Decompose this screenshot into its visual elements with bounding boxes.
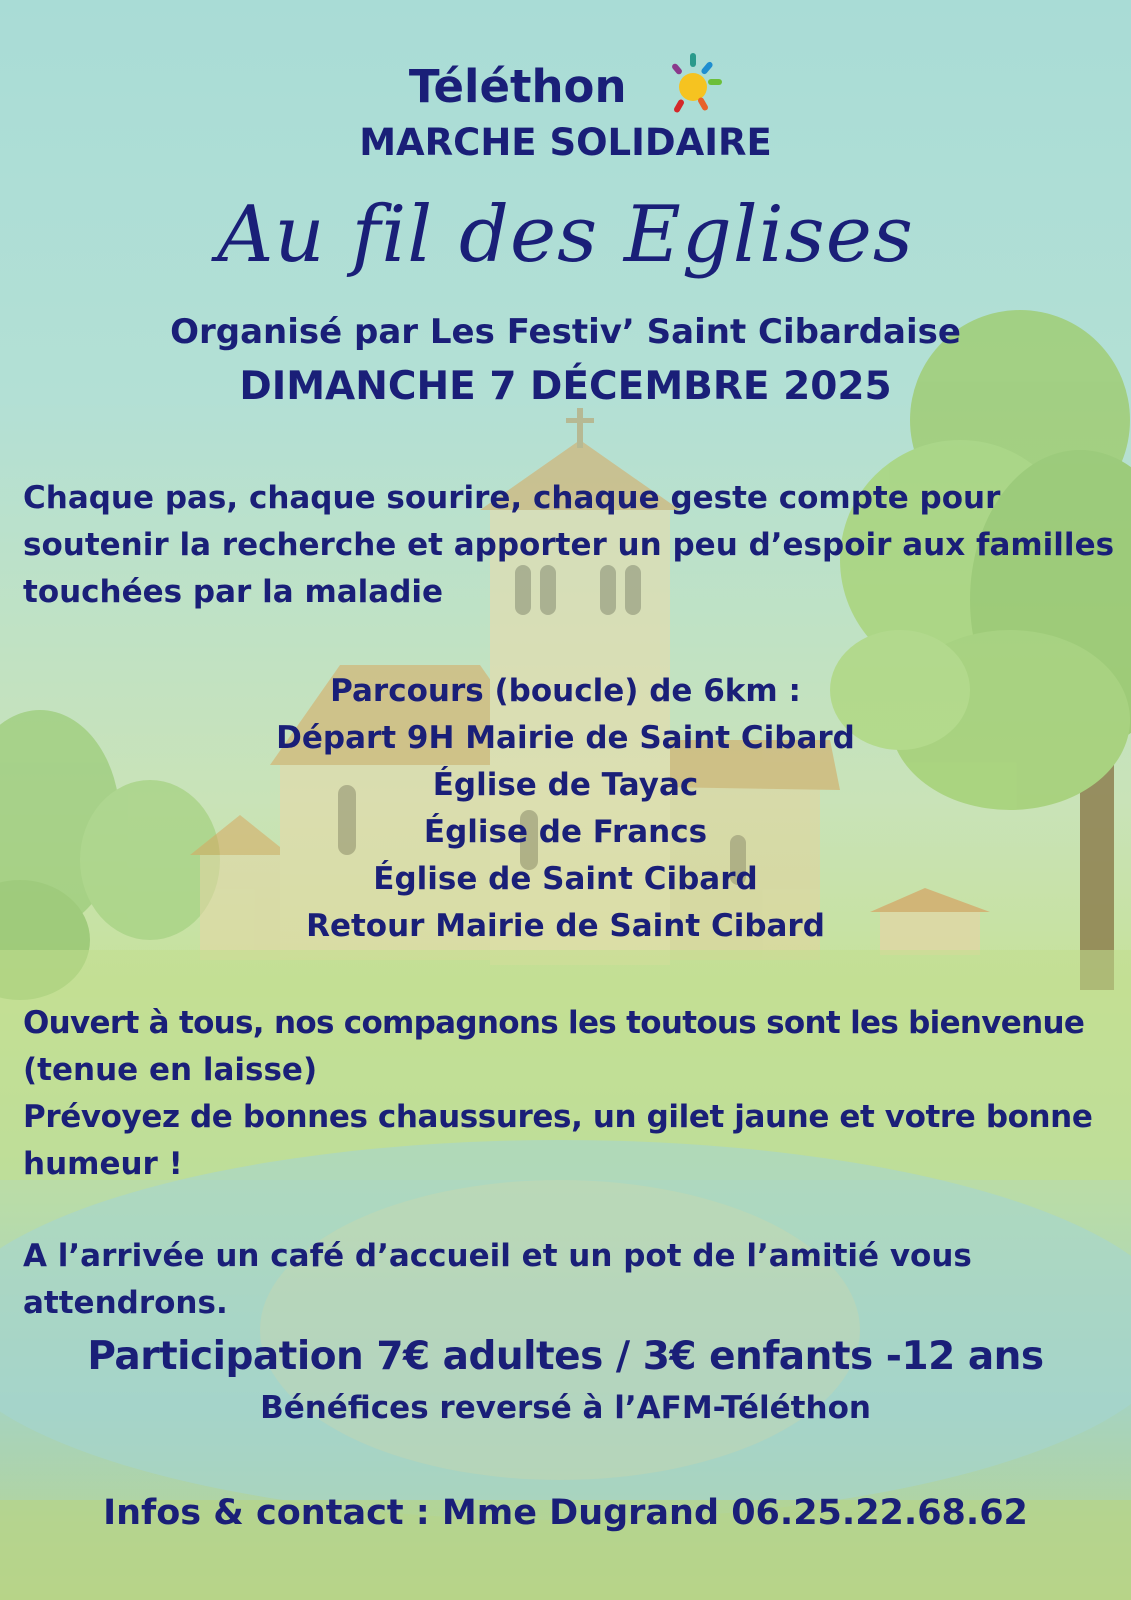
event-date: DIMANCHE 7 DÉCEMBRE 2025: [239, 364, 892, 409]
organizer: Organisé par Les Festiv’ Saint Cibardaise: [170, 312, 961, 352]
info-line-4: humeur !: [23, 1146, 183, 1182]
info-line-1: Ouvert à tous, nos compagnons les toutous sont les bienvenue: [23, 1005, 1085, 1041]
route-stop: Église de Saint Cibard: [373, 861, 758, 897]
route-heading: Parcours (boucle) de 6km :: [330, 673, 801, 709]
route-stop: Église de Francs: [423, 814, 708, 850]
route-stop: Départ 9H Mairie de Saint Cibard: [276, 720, 855, 756]
telethon-sun-icon: [660, 49, 722, 119]
participation-price: Participation 7€ adultes / 3€ enfants -12 ans: [87, 1334, 1044, 1379]
brand-name: Téléthon: [408, 60, 627, 113]
contact-info: Infos & contact : Mme Dugrand 06.25.22.68.62: [103, 1493, 1028, 1533]
info-line-3: Prévoyez de bonnes chaussures, un gilet jaune et votre bonne: [23, 1099, 1093, 1135]
benefits-note: Bénéfices reversé à l’AFM-Téléthon: [260, 1390, 871, 1426]
info-line-2: (tenue en laisse): [23, 1052, 318, 1088]
arrival-line-2: attendrons.: [23, 1285, 228, 1321]
event-type: MARCHE SOLIDAIRE: [359, 121, 772, 164]
intro-line-3: touchées par la maladie: [23, 574, 444, 610]
intro-line-2: soutenir la recherche et apporter un peu d’espoir aux familles: [23, 527, 1115, 563]
brand-header: [0, 55, 1131, 125]
intro-line-1: Chaque pas, chaque sourire, chaque geste compte pour: [23, 480, 1001, 516]
route-stop: Église de Tayac: [432, 767, 699, 803]
route-stop: Retour Mairie de Saint Cibard: [306, 908, 825, 944]
arrival-line-1: A l’arrivée un café d’accueil et un pot de l’amitié vous: [23, 1238, 972, 1274]
event-title: Au fil des Eglises: [217, 190, 914, 280]
